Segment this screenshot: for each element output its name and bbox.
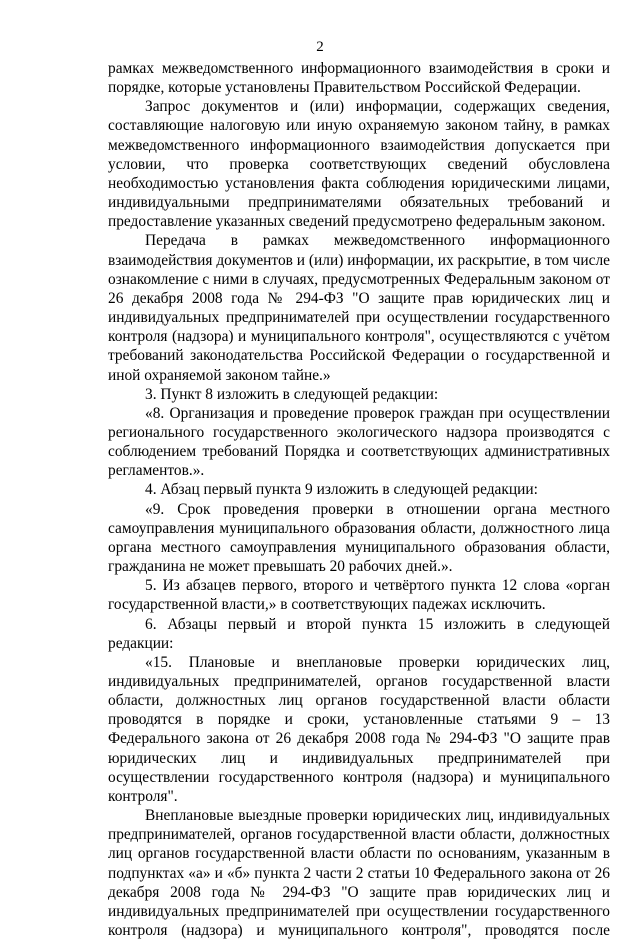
- paragraph-item-6: 6. Абзацы первый и второй пункта 15 изложить в следующей редакции:: [108, 615, 610, 652]
- paragraph-item-9-text: «9. Срок проведения проверки в отношении органа местного самоуправления муниципального образования области, должностного лица органа местного самоуправления муниципального образования области, гражданина не может превышать 20 рабочих дней.».: [108, 500, 610, 576]
- paragraph-unscheduled-inspections: Внеплановые выездные проверки юридических лиц, индивидуальных предпринимателей, органов государственной власти области, должностных лиц органов государственной власти области по основаниям, указанным в подпунктах «а» и «б» пункта 2 части 2 статьи 10 Федерального закона от 26 декабря 2008 года № 294-ФЗ "О защите прав юридических лиц и индивидуальных предпринимателей при осуществлении государственного контроля (надзора) и муниципального контроля", проводятся после: [108, 807, 610, 940]
- page-number: 2: [316, 39, 324, 55]
- paragraph-item-5: 5. Из абзацев первого, второго и четвёртого пункта 12 слова «орган государственной власти,» в соответствующих падежах исключить.: [108, 577, 610, 614]
- paragraph-item-4: 4. Абзац первый пункта 9 изложить в следующей редакции:: [145, 481, 538, 499]
- paragraph-item-3: 3. Пункт 8 изложить в следующей редакции:: [145, 385, 439, 403]
- paragraph-item-15-text: «15. Плановые и внеплановые проверки юридических лиц, индивидуальных предпринимателей, органов государственной власти области, должностных лиц органов государственной власти области проводятся в порядке и сроки, установленные статьями 9 – 13 Федерального закона от 26 декабря 2008 года № 294-ФЗ "О защите прав юридических лиц и индивидуальных предпринимателей при осуществлении государственного контроля (надзора) и муниципального контроля".: [108, 653, 610, 805]
- paragraph-item-8-text: «8. Организация и проведение проверок граждан при осуществлении регионального государственного экологического надзора производятся с соблюдением требований Порядка и соответствующих административных регламентов.».: [108, 404, 610, 480]
- paragraph-transfer-documents: Передача в рамках межведомственного информационного взаимодействия документов и (или) информации, их раскрытие, в том числе ознакомление с ними в случаях, предусмотренных Федеральным законом от 26 декабря 2008 года № 294-ФЗ "О защите прав юридических лиц и индивидуальных предпринимателей при осуществлении государственного контроля (надзора) и муниципального контроля", осуществляются с учётом требований законодательства Российской Федерации о государственной и иной охраняемой законом тайне.»: [108, 232, 610, 384]
- paragraph-request-documents: Запрос документов и (или) информации, содержащих сведения, составляющие налоговую или иную охраняемую законом тайну, в рамках межведомственного информационного взаимодействия допускается при условии, что проверка соответствующих сведений обусловлена необходимостью установления факта соблюдения юридическими лицами, индивидуальными предпринимателями обязательных требований и предоставление указанных сведений предусмотрено федеральным законом.: [108, 98, 610, 231]
- document-body: [108, 59, 610, 940]
- paragraph-continuation: рамках межведомственного информационного взаимодействия в сроки и порядке, которые установлены Правительством Российской Федерации.: [108, 60, 610, 97]
